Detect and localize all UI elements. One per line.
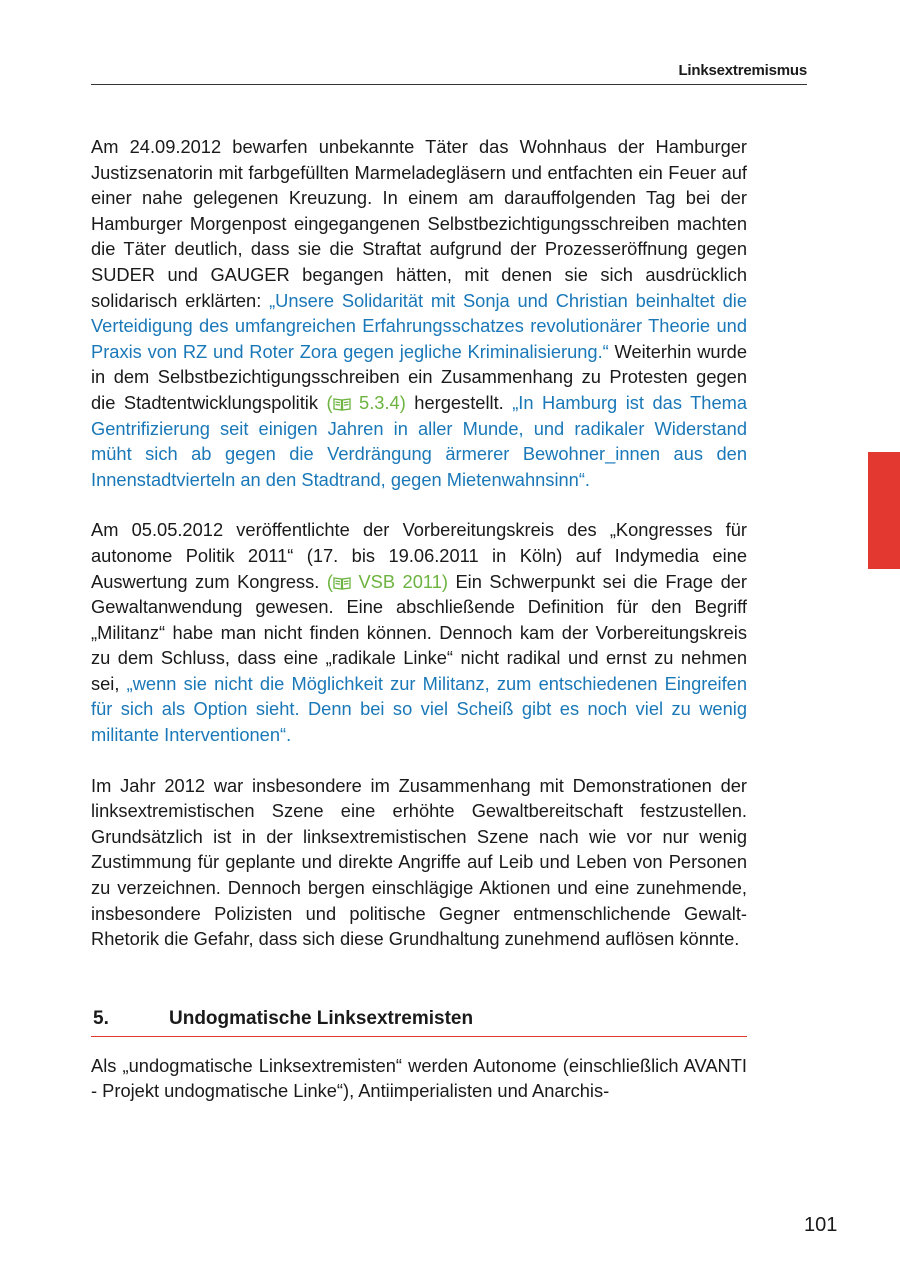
quote-text: „wenn sie nicht die Möglichkeit zur Militanz, zum entschiedenen Eingreifen für sich als Option sieht. Denn bei so viel Scheiß gibt es noch viel zu wenig militante Interventionen“.	[91, 672, 747, 746]
paragraph-2	[91, 517, 747, 747]
section-heading	[91, 1008, 747, 1037]
body-text: hergestellt.	[405, 391, 513, 413]
quote-text: „Unsere Solidarität mit Sonja und Christian beinhaltet die Verteidigung des umfangreichen Erfahrungsschatzes revolutionärer Theorie und Praxis von RZ und Roter Zora gegen jegliche Kriminalisierung.“	[91, 289, 748, 362]
section-number: 5.	[93, 1007, 109, 1029]
cross-reference[interactable]: ( 5.3.4)	[326, 391, 406, 413]
paragraph-3	[91, 773, 747, 952]
quote-text: „In Hamburg ist das Thema Gentrifizierung seit einigen Jahren in aller Munde, und radikaler Widerstand müht sich ab gegen die Verdrängung ärmerer Bewohner_innen aus den Innenstadtvierteln an den Stadtrand, gegen Mietenwahnsinn“.	[91, 391, 748, 490]
paragraph-4	[91, 1053, 747, 1104]
running-header	[91, 60, 807, 85]
body-text: Im Jahr 2012 war insbesondere im Zusammenhang mit Demonstrationen der linksextremistischen Szene eine erhöhte Gewaltbereitschaft festzustellen. Grundsätzlich ist in der linksextremistischen Szene nach wie vor nur wenig Zustimmung für geplante und direkte Angriffe auf Leib und Leben von Personen zu verzeichnen. Dennoch bergen einschlägige Aktionen und eine zunehmende, insbesondere Polizisten und politische Gegner entmenschlichende Gewalt-Rhetorik die Gefahr, dass sich diese Grundhaltung zunehmend auflösen könnte.	[91, 774, 747, 950]
book-reference-icon	[333, 576, 351, 590]
page-number: 101	[804, 1214, 838, 1236]
book-reference-icon	[333, 397, 351, 411]
cross-reference[interactable]: ( VSB 2011)	[326, 570, 448, 592]
body-text: Weiterhin wurde in dem Selbstbezichtigungsschreiben ein Zusammenhang zu Protesten gegen die Stadtentwicklungspolitik	[91, 340, 747, 413]
body-text: Als „undogmatische Linksextremisten“ werden Autonome (einschließlich AVANTI - Projekt undogmatische Linke“), Antiimperialisten und Anarchis-	[91, 1054, 747, 1102]
header-title: Linksextremismus	[678, 62, 807, 79]
chapter-tab-marker	[868, 452, 900, 569]
page-content	[91, 134, 747, 1129]
body-text: Am 24.09.2012 bewarfen unbekannte Täter das Wohnhaus der Hamburger Justizsenatorin mit farbgefüllten Marmeladegläsern und entfachten ein Feuer auf einer nahe gelegenen Kreuzung. In einem am darauffolgenden Tag bei der Hamburger Morgenpost eingegangenen Selbstbezichtigungsschreiben machten die Täter deutlich, dass sie die Straftat aufgrund der Prozesseröffnung gegen SUDER und GAUGER begangen hätten, mit denen sie sich ausdrücklich solidarisch erklärten:	[91, 136, 747, 311]
section-title: Undogmatische Linksextremisten	[169, 1007, 474, 1029]
body-text: Am 05.05.2012 veröffentlichte der Vorbereitungskreis des „Kongresses für autonome Politik 2011“ (17. bis 19.06.2011 in Köln) auf Indymedia eine Auswertung zum Kongress.	[91, 519, 747, 592]
body-text: Ein Schwerpunkt sei die Frage der Gewaltanwendung gewesen. Eine abschließende Definition für den Begriff „Militanz“ habe man nicht finden können. Dennoch kam der Vorbereitungskreis zu dem Schluss, dass eine „radikale Linke“ nicht radikal und ernst zu nehmen sei,	[91, 570, 748, 694]
paragraph-1	[91, 134, 747, 492]
